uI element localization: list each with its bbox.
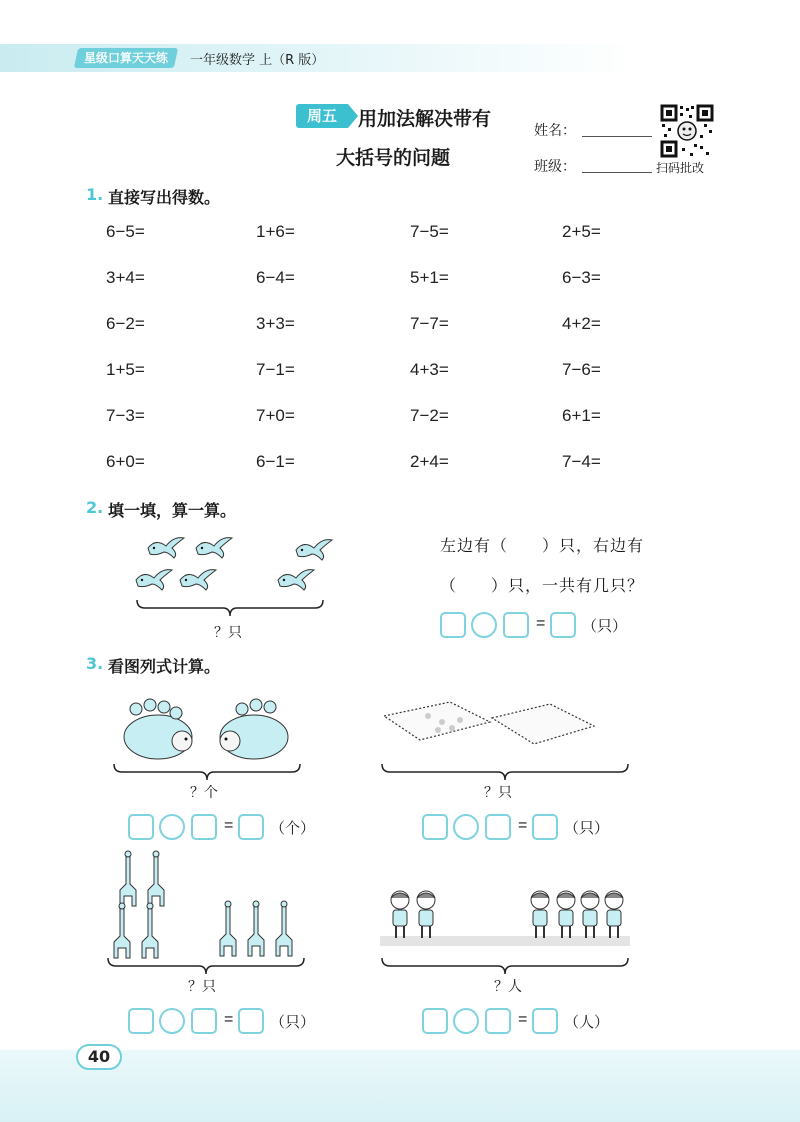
child-icon	[531, 891, 549, 938]
answer-box[interactable]	[238, 814, 264, 840]
section3-number: 3.	[86, 654, 104, 673]
equation-item: 7−6=	[562, 360, 601, 379]
operator-circle[interactable]	[159, 814, 185, 840]
section3-title: 看图列式计算。	[108, 657, 221, 676]
equation-item: 7−4=	[562, 452, 601, 471]
operator-circle[interactable]	[453, 1008, 479, 1034]
giraffe-illustration	[104, 850, 304, 960]
brace-icon	[112, 762, 302, 784]
unit-label: （只）	[564, 819, 610, 837]
equation-item: 3+4=	[106, 268, 145, 287]
child-icon	[391, 891, 409, 938]
equation-item: 6−3=	[562, 268, 601, 287]
brace-label: ？只	[214, 625, 242, 641]
answer-box[interactable]	[191, 814, 217, 840]
equation-item: 7−5=	[410, 222, 449, 241]
brace-icon	[135, 598, 325, 620]
animal-pens-illustration	[380, 698, 600, 754]
equation-item: 4+2=	[562, 314, 601, 333]
giraffe-icon	[142, 903, 158, 958]
qr-code-icon[interactable]	[660, 104, 714, 158]
equation-item: 6+1=	[562, 406, 601, 425]
equals-sign: =	[518, 1011, 528, 1028]
brace-icon	[380, 762, 630, 784]
equation-item: 6−5=	[106, 222, 145, 241]
answer-box[interactable]	[128, 1008, 154, 1034]
answer-box[interactable]	[422, 814, 448, 840]
giraffe-icon	[148, 851, 164, 906]
swallow-icon	[178, 566, 218, 592]
equation-item: 7−1=	[256, 360, 295, 379]
hedgehog-icon	[124, 699, 192, 759]
equation-item: 7−3=	[106, 406, 145, 425]
equation-item: 1+6=	[256, 222, 295, 241]
answer-box[interactable]	[485, 1008, 511, 1034]
equation-item: 6−4=	[256, 268, 295, 287]
unit-label: （人）	[564, 1013, 610, 1031]
child-icon	[605, 891, 623, 938]
qr-caption: 扫码批改	[656, 161, 705, 175]
equation-item: 6+0=	[106, 452, 145, 471]
answer-box[interactable]	[532, 814, 558, 840]
section2-title: 填一填，算一算。	[108, 501, 237, 520]
equals-sign: =	[224, 1011, 234, 1028]
answer-box[interactable]	[238, 1008, 264, 1034]
brace-label: ？个	[190, 785, 218, 801]
child-icon	[417, 891, 435, 938]
section1-number: 1.	[86, 185, 104, 204]
giraffe-icon	[248, 901, 264, 956]
swallow-icon	[146, 534, 186, 560]
swallow-icon	[276, 566, 316, 592]
hedgehog-illustration	[116, 695, 296, 763]
operator-circle[interactable]	[159, 1008, 185, 1034]
answer-box[interactable]	[485, 814, 511, 840]
children-illustration	[380, 886, 630, 952]
series-brand: 星级口算天天练	[74, 48, 178, 68]
swallow-icon	[294, 536, 334, 562]
equation-item: 7−2=	[410, 406, 449, 425]
name-label: 姓名：	[534, 123, 576, 139]
class-field[interactable]	[582, 172, 652, 173]
equation-item: 3+3=	[256, 314, 295, 333]
equals-sign: =	[518, 817, 528, 834]
answer-box[interactable]	[191, 1008, 217, 1034]
operator-circle[interactable]	[453, 814, 479, 840]
equation-item: 2+4=	[410, 452, 449, 471]
operator-circle[interactable]	[471, 612, 497, 638]
grade-label: 一年级数学 上（R 版）	[190, 53, 325, 68]
brace-label: ？人	[494, 979, 522, 995]
fence-pen-icon	[492, 704, 594, 744]
swallow-icon	[194, 534, 234, 560]
page-title-line1: 用加法解决带有	[358, 108, 492, 130]
equals-sign: =	[224, 817, 234, 834]
fence-pen-icon	[384, 702, 490, 740]
brace-label: ？只	[188, 979, 216, 995]
section1-title: 直接写出得数。	[108, 188, 221, 207]
answer-box[interactable]	[532, 1008, 558, 1034]
equation-item: 6−1=	[256, 452, 295, 471]
section2-number: 2.	[86, 498, 104, 517]
equation-item: 2+5=	[562, 222, 601, 241]
equals-sign: =	[536, 615, 546, 632]
answer-box[interactable]	[503, 612, 529, 638]
equation-item: 6−2=	[106, 314, 145, 333]
unit-label: （只）	[582, 617, 628, 635]
equation-item: 7+0=	[256, 406, 295, 425]
swallow-group	[130, 528, 340, 608]
unit-label: （个）	[270, 819, 316, 837]
equation-item: 5+1=	[410, 268, 449, 287]
class-label: 班级：	[534, 159, 576, 175]
page-title-line2: 大括号的问题	[336, 147, 451, 169]
weekday-badge: 周五	[296, 104, 348, 128]
equation-item: 7−7=	[410, 314, 449, 333]
giraffe-icon	[114, 903, 130, 958]
question-sentence-1: 左边有（ ）只，右边有	[440, 536, 645, 555]
question-sentence-2: （ ）只，一共有几只？	[440, 576, 645, 595]
giraffe-icon	[220, 901, 236, 956]
brace-icon	[380, 956, 630, 978]
name-field[interactable]	[582, 136, 652, 137]
brace-icon	[106, 956, 306, 978]
swallow-icon	[134, 566, 174, 592]
child-icon	[581, 891, 599, 938]
page-number: 40	[76, 1044, 122, 1070]
giraffe-icon	[120, 851, 136, 906]
child-icon	[557, 891, 575, 938]
giraffe-icon	[276, 901, 292, 956]
brace-label: ？只	[484, 785, 512, 801]
answer-box[interactable]	[550, 612, 576, 638]
hedgehog-icon	[220, 699, 288, 759]
equation-item: 1+5=	[106, 360, 145, 379]
answer-box[interactable]	[422, 1008, 448, 1034]
answer-box[interactable]	[440, 612, 466, 638]
answer-box[interactable]	[128, 814, 154, 840]
equation-item: 4+3=	[410, 360, 449, 379]
unit-label: （只）	[270, 1013, 316, 1031]
